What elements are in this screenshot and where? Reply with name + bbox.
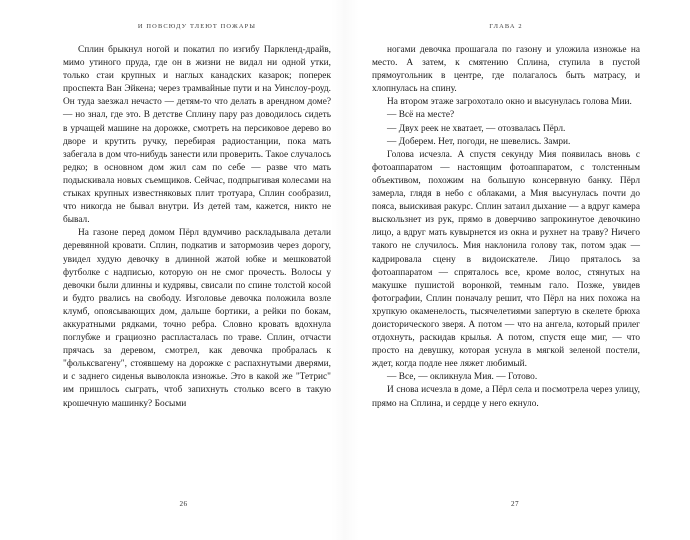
- gutter-shadow-verso: [331, 0, 345, 540]
- body-text-recto: [372, 44, 640, 411]
- paragraph-dialog: — Все, — окликнула Мия. — Готово.: [387, 372, 538, 383]
- paragraph: Голова исчезла. А спустя секунду Мия появилась вновь с фотоаппаратом — настоящим фотоаппаратом, с толстенным объективом, похожим на большую консервную банку. Пёрл замерла, глядя в небо с облаками, а Мия высунулась почти до пояса, выискивая ракурс. Сплин затаил дыхание — а вдруг камера выскользнет из рук, прямо в доверчиво запрокинутое девочкино лицо, а вдруг мать кувырнется из окна и рухнет на траву? Ничего такого не случилось. Мия наклонила голову так, потом эдак — кадрировала сцену в видоискателе. Лицо пряталось за фотоаппаратом — спряталось все, кроме волос, стянутых на макушке пушистой воронкой, темным гало. Позже, увидев фотографии, Сплин поначалу решит, что Пёрл на них похожа на хрупкую окаменелость, тысячелетиями запертую в скелете брюха доисторического зверя. А потом — что на ангела, который прилег отдохнуть, раскидав крылья. А потом, спустя еще миг, — что просто на девушку, которая уснула в мягкой зеленой постели, ждет, когда подле нее ляжет любимый.: [372, 149, 640, 370]
- page-recto: [345, 0, 690, 540]
- paragraph: И снова исчезла в доме, а Пёрл села и посмотрела через улицу, прямо на Сплина, и сердце у него екнуло.: [372, 385, 640, 409]
- paragraph-dialog: — Доберем. Нет, погоди, не шевелись. Замри.: [387, 136, 571, 147]
- page-number-verso: 26: [179, 500, 188, 508]
- paragraph: Сплин брыкнул ногой и покатил по изгибу Паркленд-драйв, мимо утиного пруда, где он в жизни не видал ни одной утки, только стаи крупных и наглых канадских казарок; поперек проспекта Ван Эйкена; через трамвайные пути и на Уинслоу-роуд. Он туда заезжал нечасто — детям-то что делать в арендном доме? — но знал, где это. В детстве Сплину пару раз доводилось сидеть в урчащей машине на дорожке, смотреть на персиковое дерево во дворе и крутить ручку, перебирая радиостанции, пока мать забегала в дом что-нибудь занести или проверить. Такое случалось редко; в основном дом жил сам по себе — разве что мать подыскивала новых съемщиков. Сейчас, подпрыгивая колесами на стыках крупных известняковых плит тротуара, Сплин сообразил, что никогда не бывал внутри. Из детей там, кажется, никто не бывал.: [63, 45, 331, 226]
- running-head-verso: И ПОВСЮДУ ТЛЕЮТ ПОЖАРЫ: [137, 23, 257, 30]
- gutter-shadow-recto: [345, 0, 359, 540]
- page-number-recto: 27: [511, 500, 519, 508]
- paragraph: На втором этаже загрохотало окно и высунулась голова Мии.: [387, 97, 632, 108]
- paragraph: На газоне перед домом Пёрл вдумчиво раскладывала детали деревянной кровати. Сплин, подкатив и затормозив через дорогу, увидел худую девочку в длинной жатой юбке и мешковатой футболке с надписью, которую он не смог прочесть. Волосы у девочки были длинны и кудрявы, свисали по спине толстой косой и будто рвались на свободу. Изголовье девочка положила возле клумб, опоясывающих дом, дальше бортики, а рейки по бокам, аккуратными рядками, точно ребра. Словно кровать вдохнула поглубже и грациозно распласталась по траве. Сплин, отчасти прячась за деревом, смотрел, как девочка пробралась к "фольксвагену", стоявшему на дорожке с распахнутыми дверями, и с заднего сиденья выволокла изножье. Это в какой же "Тетрис" им пришлось сыграть, чтоб запихнуть столько всего в такую крошечную машинку? Босыми: [63, 228, 331, 409]
- body-text-verso: [63, 44, 331, 411]
- paragraph-dialog: — Двух реек не хватает, — отозвалась Пёрл.: [387, 123, 566, 134]
- paragraph-dialog: — Всё на месте?: [387, 110, 455, 121]
- running-head-recto: ГЛАВА 2: [489, 23, 523, 30]
- paragraph: ногами девочка прошагала по газону и уложила изножье на место. А затем, к смятению Сплина, ступила в пустой прямоугольник в центре, где полагалось быть матрасу, и хлопнулась на спину.: [372, 45, 640, 95]
